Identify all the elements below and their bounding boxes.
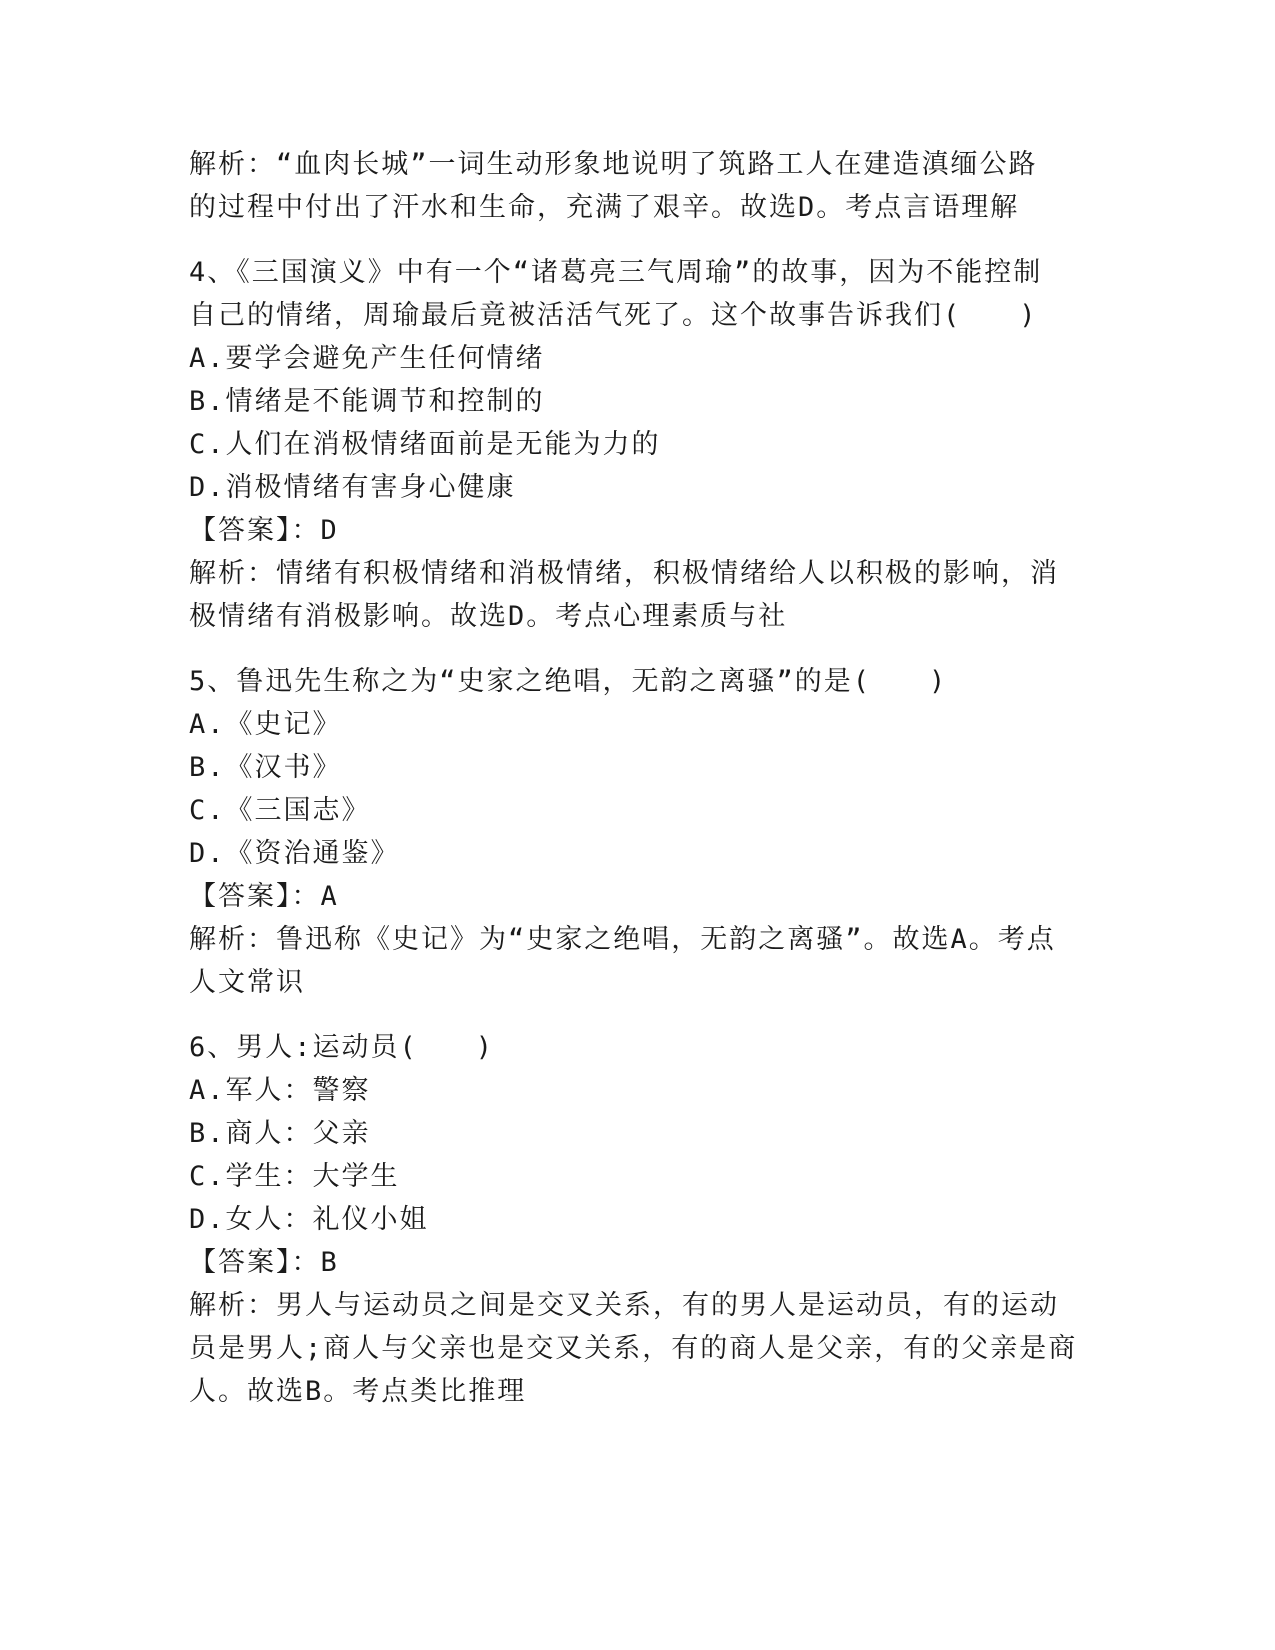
option-b: B.《汉书》: [189, 752, 342, 783]
analysis-line: 解析：鲁迅称《史记》为“史家之绝唱，无韵之离骚”。故选A。考点: [189, 924, 1056, 955]
option-a: A.军人：警察: [189, 1075, 371, 1106]
analysis-line: 人文常识: [189, 967, 305, 998]
document-page: [189, 143, 1089, 1413]
question-stem: 4、《三国演义》中有一个“诸葛亮三气周瑜”的故事，因为不能控制: [189, 257, 1043, 288]
option-d: D.女人：礼仪小姐: [189, 1204, 429, 1235]
option-d: D.《资治通鉴》: [189, 838, 400, 869]
question-6: [189, 1026, 1089, 1413]
answer: 【答案】：D: [189, 515, 339, 546]
option-a: A.要学会避免产生任何情绪: [189, 343, 545, 374]
option-a: A.《史记》: [189, 709, 342, 740]
question-4: [189, 251, 1089, 638]
intro-analysis: [189, 143, 1089, 229]
question-stem: 自己的情绪，周瑜最后竟被活活气死了。这个故事告诉我们( ): [189, 300, 1038, 331]
analysis-line: 解析：情绪有积极情绪和消极情绪，积极情绪给人以积极的影响，消: [189, 558, 1059, 589]
analysis-line: 的过程中付出了汗水和生命，充满了艰辛。故选D。考点言语理解: [189, 192, 1020, 223]
question-stem: 6、男人:运动员( ): [189, 1032, 495, 1063]
option-c: C.学生：大学生: [189, 1161, 400, 1192]
analysis-line: 解析：男人与运动员之间是交叉关系，有的男人是运动员，有的运动: [189, 1290, 1059, 1321]
option-b: B.情绪是不能调节和控制的: [189, 386, 545, 417]
option-c: C.人们在消极情绪面前是无能为力的: [189, 429, 661, 460]
answer: 【答案】：A: [189, 881, 339, 912]
option-b: B.商人：父亲: [189, 1118, 371, 1149]
question-stem: 5、鲁迅先生称之为“史家之绝唱，无韵之离骚”的是( ): [189, 666, 948, 697]
answer: 【答案】：B: [189, 1247, 339, 1278]
option-d: D.消极情绪有害身心健康: [189, 472, 516, 503]
question-5: [189, 660, 1089, 1004]
analysis-line: 人。故选B。考点类比推理: [189, 1376, 527, 1407]
analysis-line: 员是男人;商人与父亲也是交叉关系，有的商人是父亲，有的父亲是商: [189, 1333, 1078, 1364]
analysis-line: 极情绪有消极影响。故选D。考点心理素质与社: [189, 601, 788, 632]
analysis-line: 解析：“血肉长城”一词生动形象地说明了筑路工人在建造滇缅公路: [189, 149, 1038, 180]
option-c: C.《三国志》: [189, 795, 371, 826]
